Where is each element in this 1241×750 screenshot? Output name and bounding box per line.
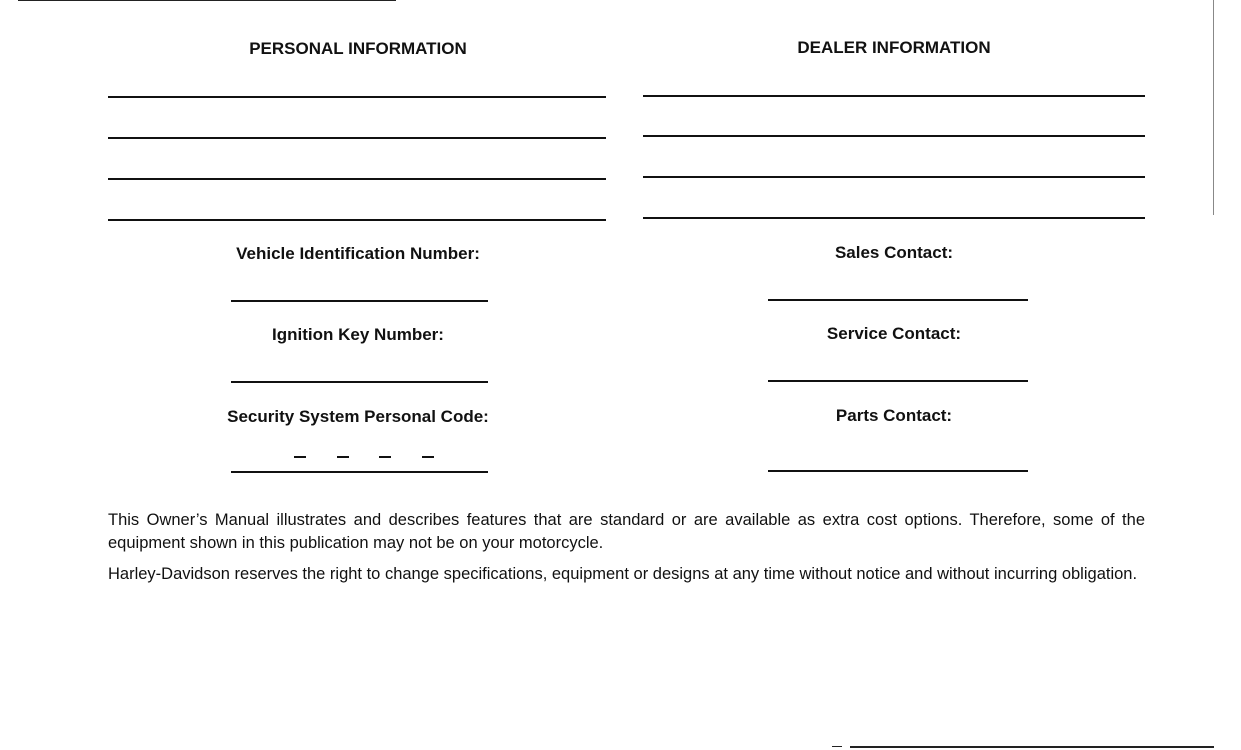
vin-label: Vehicle Identification Number: — [236, 244, 480, 263]
scan-edge-tick — [832, 746, 842, 747]
parts-contact-field[interactable] — [768, 470, 1028, 472]
security-code-label: Security System Personal Code: — [227, 407, 489, 426]
security-code-digit-2[interactable] — [337, 456, 349, 458]
service-contact-field[interactable] — [768, 380, 1028, 382]
dealer-information-heading: DEALER INFORMATION — [797, 38, 991, 57]
dealer-info-line-3[interactable] — [643, 176, 1145, 178]
personal-info-line-4[interactable] — [108, 219, 606, 221]
security-code-digit-1[interactable] — [294, 456, 306, 458]
service-contact-label: Service Contact: — [826, 324, 962, 343]
ignition-key-label: Ignition Key Number: — [272, 325, 444, 344]
scan-edge-top — [18, 0, 396, 1]
dealer-info-line-4[interactable] — [643, 217, 1145, 219]
equipment-disclaimer: This Owner’s Manual illustrates and describes features that are standard or are available as extra cost options. Therefore, some of the equipment shown in this publication may not be on your motorcycle. — [108, 511, 1145, 552]
scan-edge-right — [1213, 0, 1214, 215]
security-code-digit-3[interactable] — [379, 456, 391, 458]
dealer-info-line-2[interactable] — [643, 135, 1145, 137]
scan-edge-bottom — [850, 746, 1214, 748]
dealer-info-line-1[interactable] — [643, 95, 1145, 97]
personal-information-heading: PERSONAL INFORMATION — [249, 39, 467, 58]
parts-contact-label: Parts Contact: — [835, 406, 953, 425]
vin-field[interactable] — [231, 300, 488, 302]
sales-contact-label: Sales Contact: — [834, 243, 954, 262]
security-code-field[interactable] — [231, 471, 488, 473]
personal-info-line-2[interactable] — [108, 137, 606, 139]
specifications-disclaimer: Harley-Davidson reserves the right to change specifications, equipment or designs at any time without notice and without incurring obligation. — [108, 565, 1138, 583]
personal-info-line-1[interactable] — [108, 96, 606, 98]
personal-info-line-3[interactable] — [108, 178, 606, 180]
security-code-digit-4[interactable] — [422, 456, 434, 458]
ignition-key-field[interactable] — [231, 381, 488, 383]
sales-contact-field[interactable] — [768, 299, 1028, 301]
